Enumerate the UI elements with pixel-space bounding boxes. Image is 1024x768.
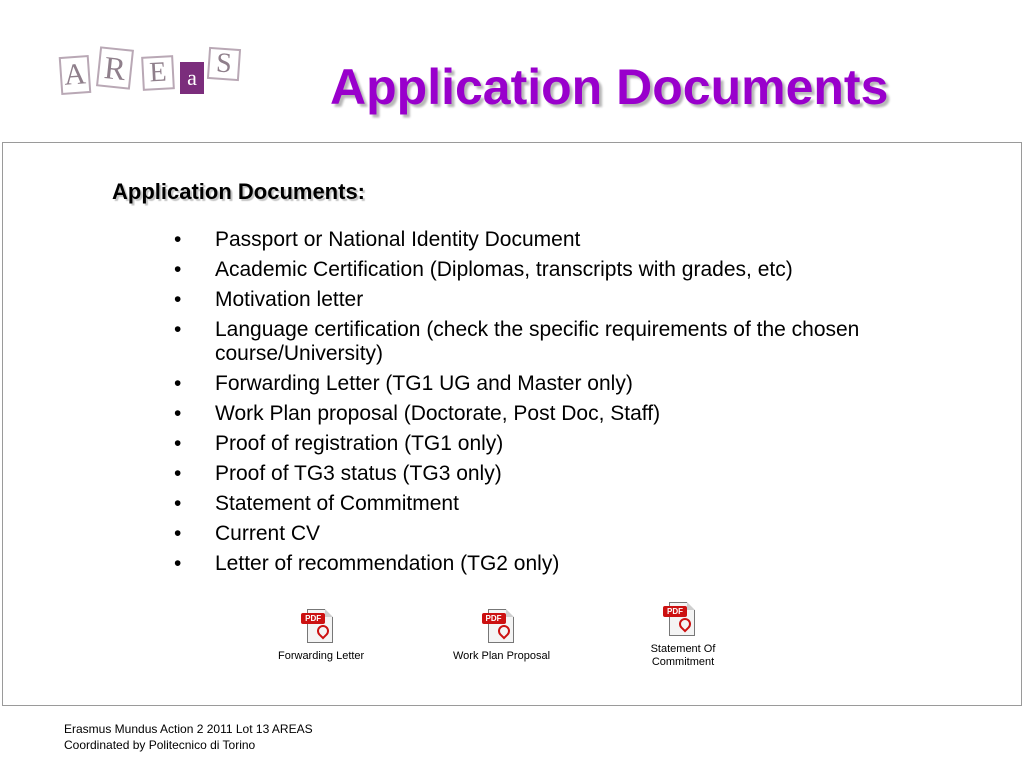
- list-item-text: Letter of recommendation (TG2 only): [215, 552, 560, 575]
- logo-letter-e: E: [141, 55, 175, 91]
- pdf-icon: PDF: [301, 609, 341, 647]
- areas-logo: [56, 44, 246, 104]
- list-item: [174, 432, 1014, 456]
- statement-of-commitment-pdf-link[interactable]: [641, 602, 725, 669]
- footer: [64, 721, 313, 753]
- list-item-text: Language certification (check the specific requirements of the chosen course/University): [215, 318, 860, 365]
- list-item: [174, 288, 1014, 312]
- list-item: [174, 552, 1014, 576]
- list-item-text: Proof of registration (TG1 only): [215, 432, 504, 455]
- logo-letter-s: S: [207, 47, 241, 81]
- list-item-text: Motivation letter: [215, 288, 364, 311]
- bullet: •: [174, 228, 182, 251]
- pdf-link-label: Statement Of Commitment: [650, 643, 716, 668]
- list-item-text: Forwarding Letter (TG1 UG and Master only): [215, 372, 633, 395]
- forwarding-letter-pdf-link[interactable]: [278, 609, 364, 663]
- list-item-text: Work Plan proposal (Doctorate, Post Doc, Staff): [215, 402, 661, 425]
- pdf-icon: PDF: [482, 609, 522, 647]
- list-item: [174, 492, 1014, 516]
- bullet: •: [174, 372, 182, 395]
- list-item-text: Current CV: [215, 522, 321, 545]
- list-item: [174, 318, 1014, 366]
- footer-line: Coordinated by Politecnico di Torino: [64, 738, 256, 752]
- list-item-text: Statement of Commitment: [215, 492, 459, 515]
- work-plan-proposal-pdf-link[interactable]: [453, 609, 550, 663]
- list-item-text: Passport or National Identity Document: [215, 228, 581, 251]
- bullet: •: [174, 258, 182, 281]
- logo-letter-r: R: [96, 46, 134, 89]
- section-heading: Application Documents:: [112, 179, 366, 204]
- list-item: [174, 258, 1014, 282]
- list-item: [174, 228, 1014, 252]
- list-item: [174, 522, 1014, 546]
- bullet: •: [174, 318, 182, 341]
- page-title: Application Documents: [330, 59, 889, 115]
- footer-line: Erasmus Mundus Action 2 2011 Lot 13 AREAS: [64, 722, 313, 736]
- bullet: •: [174, 492, 182, 515]
- pdf-icon: PDF: [663, 602, 703, 640]
- list-item-text: Proof of TG3 status (TG3 only): [215, 462, 502, 485]
- pdf-link-label: Work Plan Proposal: [453, 650, 551, 662]
- list-item: [174, 372, 1014, 396]
- document-list: [174, 228, 1014, 582]
- bullet: •: [174, 462, 182, 485]
- bullet: •: [174, 288, 182, 311]
- logo-letter-a: A: [59, 55, 92, 95]
- bullet: •: [174, 522, 182, 545]
- bullet: •: [174, 402, 182, 425]
- list-item: [174, 462, 1014, 486]
- list-item-text: Academic Certification (Diplomas, transcripts with grades, etc): [215, 258, 793, 281]
- pdf-link-label: Forwarding Letter: [278, 650, 365, 662]
- logo-letter-a-small: a: [180, 62, 204, 94]
- bullet: •: [174, 552, 182, 575]
- list-item: [174, 402, 1014, 426]
- bullet: •: [174, 432, 182, 455]
